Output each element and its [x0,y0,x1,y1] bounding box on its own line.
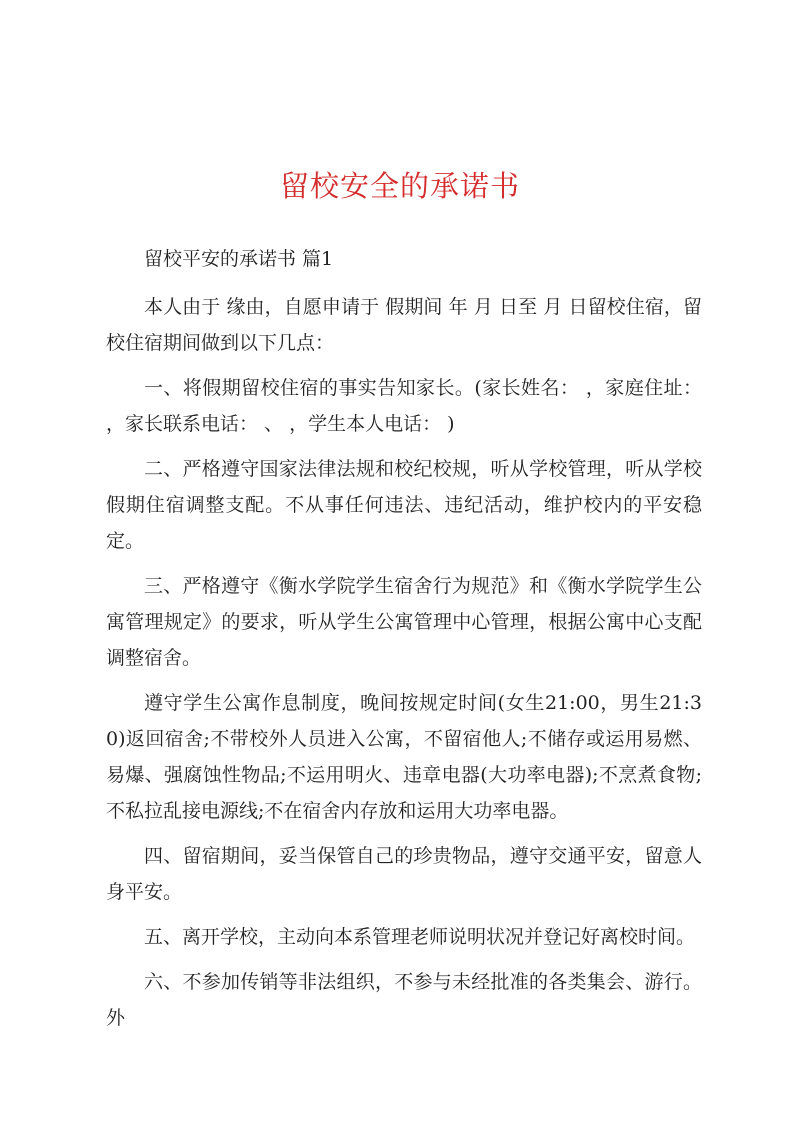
paragraph-item-4: 四、留宿期间，妥当保管自己的珍贵物品，遵守交通平安，留意人身平安。 [106,845,702,903]
paragraph-item-5: 五、离开学校，主动向本系管理老师说明状况并登记好离校时间。 [144,926,696,948]
paragraph-item-2: 二、严格遵守国家法律法规和校纪校规，听从学校管理，听从学校假期住宿调整支配。不从事任何违法、违纪活动，维护校内的平安稳定。 [106,458,702,552]
paragraph-intro: 本人由于 缘由，自愿申请于 假期间 年 月 日至 月 日留校住宿，留校住宿期间做到以下几点： [106,296,702,354]
document-body [106,241,702,1045]
paragraph-item-1: 一、将假期留校住宿的事实告知家长。(家长姓名： ，家庭住址： ，家长联系电话： 、 ，学生本人电话： ) [106,377,702,435]
paragraph-item-6: 六、不参加传销等非法组织，不参与未经批准的各类集会、游行。外 [106,971,702,1029]
document-title: 留校安全的承诺书 [279,169,520,203]
paragraph-dorm-rules: 遵守学生公寓作息制度，晚间按规定时间(女生21:00，男生21:30)返回宿舍;不带校外人员进入公寓，不留宿他人;不储存或运用易燃、易爆、强腐蚀性物品;不运用明火、违章电器(大功率电器);不烹煮食物;不私拉乱接电源线;不在宿舍内存放和运用大功率电器。 [106,692,702,822]
section-heading: 留校平安的承诺书 篇1 [144,248,334,270]
paragraph-item-3: 三、严格遵守《衡水学院学生宿舍行为规范》和《衡水学院学生公寓管理规定》的要求，听从学生公寓管理中心管理，根据公寓中心支配调整宿舍。 [106,575,702,669]
